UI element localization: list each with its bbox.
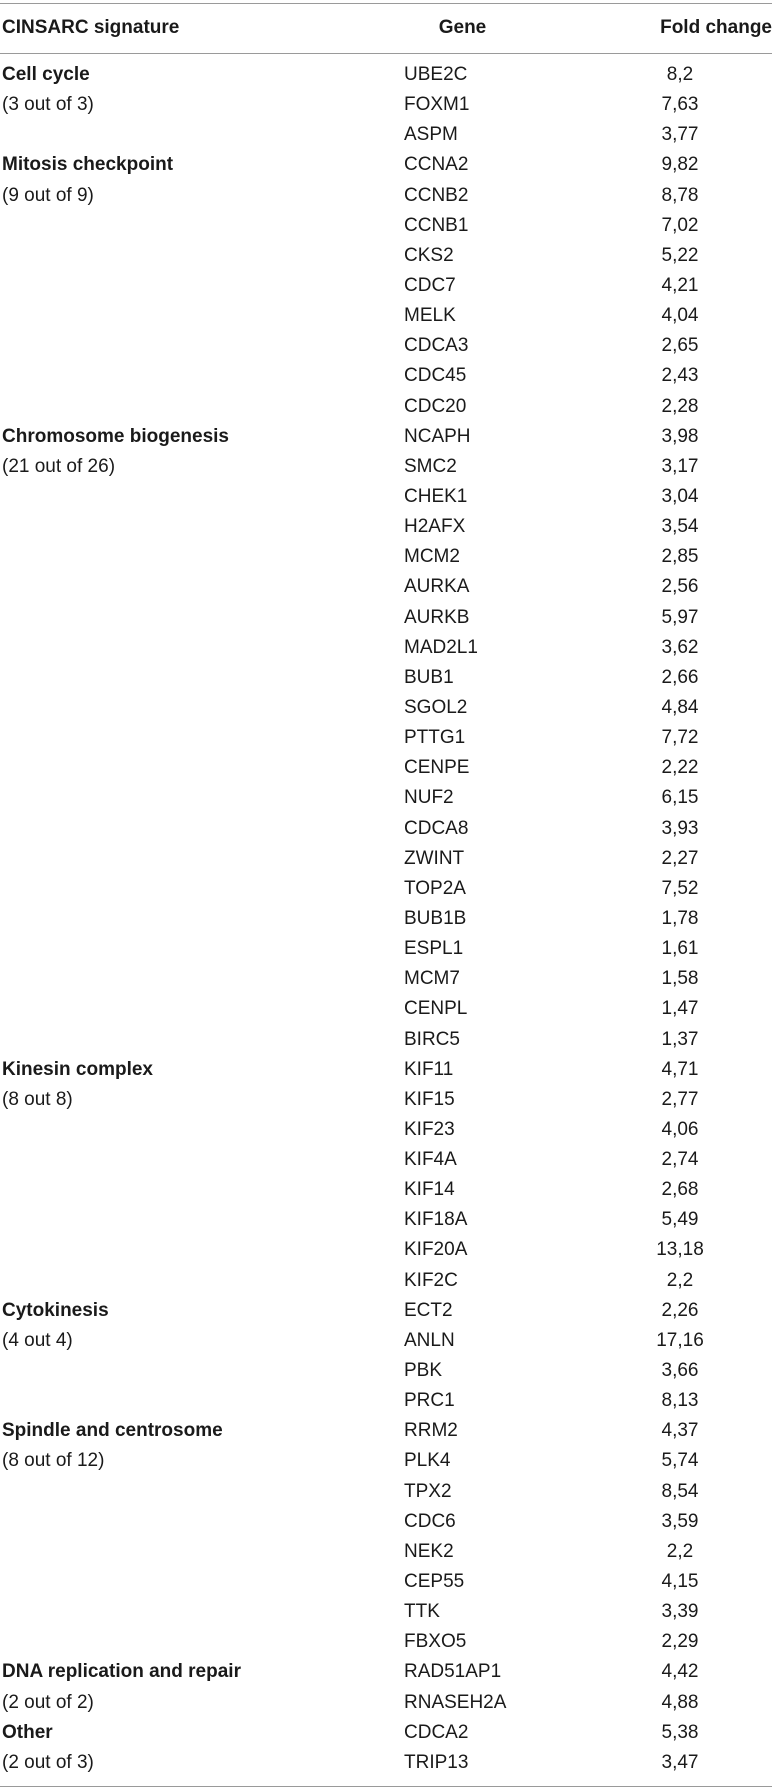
fold-change-cell: 2,2 <box>666 1269 694 1291</box>
fold-change-cell: 5,97 <box>661 606 699 628</box>
fold-change-cell: 13,18 <box>656 1239 704 1261</box>
gene-cell: RAD51AP1 <box>404 1661 502 1683</box>
fold-change-cell: 9,82 <box>661 154 699 176</box>
table-row <box>0 1416 772 1446</box>
gene-cell: TPX2 <box>404 1480 452 1502</box>
fold-change-cell: 3,66 <box>661 1360 699 1382</box>
gene-cell: ANLN <box>404 1329 455 1351</box>
table-row <box>0 331 772 361</box>
signature-group-count: (9 out of 9) <box>2 184 94 206</box>
header-fold-change: Fold change <box>660 17 772 38</box>
table-header <box>0 3 772 53</box>
gene-cell: KIF20A <box>404 1239 468 1261</box>
table-row <box>0 1025 772 1055</box>
table-row <box>0 1266 772 1296</box>
fold-change-cell: 3,04 <box>661 485 699 507</box>
signature-group-count: (8 out 8) <box>2 1088 73 1110</box>
gene-cell: KIF11 <box>404 1058 454 1080</box>
fold-change-cell: 2,74 <box>661 1149 699 1171</box>
fold-change-cell: 4,04 <box>661 305 699 327</box>
table-row <box>0 120 772 150</box>
fold-change-cell: 1,58 <box>661 968 699 990</box>
gene-cell: TRIP13 <box>404 1751 469 1773</box>
fold-change-cell: 2,85 <box>661 546 699 568</box>
gene-cell: UBE2C <box>404 64 468 85</box>
gene-cell: BIRC5 <box>404 1028 460 1050</box>
gene-cell: PBK <box>404 1360 443 1382</box>
fold-change-cell: 3,47 <box>661 1751 699 1773</box>
table-row <box>0 663 772 693</box>
gene-cell: BUB1B <box>404 907 467 929</box>
signature-group-count: (3 out of 3) <box>2 94 94 116</box>
gene-cell: ESPL1 <box>404 938 464 960</box>
gene-cell: CDC45 <box>404 365 467 387</box>
fold-change-cell: 1,61 <box>661 938 699 960</box>
fold-change-cell: 2,2 <box>666 1540 694 1562</box>
fold-change-cell: 4,88 <box>661 1691 699 1713</box>
table-row <box>0 512 772 542</box>
gene-cell: CDC20 <box>404 395 467 417</box>
fold-change-cell: 2,56 <box>661 576 699 598</box>
gene-cell: MCM2 <box>404 546 460 568</box>
table-row <box>0 301 772 331</box>
gene-cell: KIF14 <box>404 1179 455 1201</box>
gene-cell: SGOL2 <box>404 696 468 718</box>
table-row <box>0 934 772 964</box>
gene-cell: ASPM <box>404 124 458 146</box>
gene-cell: SMC2 <box>404 455 457 477</box>
gene-cell: CCNB2 <box>404 184 469 206</box>
header-rule <box>0 53 772 54</box>
table-row <box>0 1507 772 1537</box>
gene-cell: PTTG1 <box>404 727 466 749</box>
table-row <box>0 1235 772 1265</box>
fold-change-cell: 2,27 <box>661 847 699 869</box>
signature-group-count: (4 out 4) <box>2 1329 73 1351</box>
signature-group-name: Chromosome biogenesis <box>2 425 229 447</box>
gene-cell: AURKB <box>404 606 470 628</box>
gene-cell: MCM7 <box>404 968 460 990</box>
table-row <box>0 693 772 723</box>
gene-cell: CDC6 <box>404 1510 456 1532</box>
table-row <box>0 1446 772 1476</box>
table-row <box>0 1205 772 1235</box>
table-row <box>0 392 772 422</box>
gene-cell: RRM2 <box>404 1420 458 1442</box>
fold-change-cell: 5,49 <box>661 1209 699 1231</box>
fold-change-cell: 3,39 <box>661 1601 699 1623</box>
table-row <box>0 542 772 572</box>
fold-change-cell: 2,22 <box>661 757 699 779</box>
fold-change-cell: 4,84 <box>661 696 699 718</box>
signature-group-name: Spindle and centrosome <box>2 1420 223 1442</box>
fold-change-cell: 3,54 <box>661 516 699 538</box>
table-row <box>0 603 772 633</box>
gene-cell: PLK4 <box>404 1450 451 1472</box>
gene-cell: ZWINT <box>404 847 465 869</box>
gene-cell: ECT2 <box>404 1299 453 1321</box>
table-row <box>0 904 772 934</box>
table-row <box>0 723 772 753</box>
fold-change-cell: 7,52 <box>661 877 699 899</box>
fold-change-cell: 4,37 <box>661 1420 699 1442</box>
table-row <box>0 90 772 120</box>
gene-cell: TOP2A <box>404 877 466 899</box>
fold-change-cell: 1,37 <box>661 1028 699 1050</box>
gene-cell: CDCA3 <box>404 335 469 357</box>
table-row <box>0 874 772 904</box>
signature-group-count: (21 out of 26) <box>2 455 116 477</box>
table-row <box>0 1175 772 1205</box>
table-row <box>0 361 772 391</box>
signature-group-name: DNA replication and repair <box>2 1661 241 1683</box>
header-gene: Gene <box>438 17 487 38</box>
fold-change-cell: 5,38 <box>661 1721 699 1743</box>
table-row <box>0 422 772 452</box>
table-row <box>0 150 772 180</box>
fold-change-cell: 3,77 <box>661 124 699 146</box>
fold-change-cell: 2,66 <box>661 666 699 688</box>
table-row <box>0 271 772 301</box>
signature-group-count: (8 out of 12) <box>2 1450 105 1472</box>
header-signature: CINSARC signature <box>2 17 180 38</box>
fold-change-cell: 2,28 <box>661 395 699 417</box>
fold-change-cell: 3,93 <box>661 817 699 839</box>
gene-cell: MELK <box>404 305 456 327</box>
table-row <box>0 1718 772 1748</box>
table-row <box>0 1145 772 1175</box>
fold-change-cell: 4,21 <box>661 274 699 296</box>
fold-change-cell: 8,54 <box>661 1480 699 1502</box>
fold-change-cell: 7,72 <box>661 727 699 749</box>
table-row <box>0 1055 772 1085</box>
table-row <box>0 1386 772 1416</box>
fold-change-cell: 8,78 <box>661 184 699 206</box>
gene-cell: NEK2 <box>404 1540 454 1562</box>
gene-cell: CENPL <box>404 998 468 1020</box>
fold-change-cell: 7,02 <box>661 214 699 236</box>
table-row <box>0 1115 772 1145</box>
table-row <box>0 1748 772 1778</box>
fold-change-cell: 4,71 <box>661 1058 699 1080</box>
table-row <box>0 181 772 211</box>
table-row <box>0 753 772 783</box>
fold-change-cell: 2,29 <box>661 1631 699 1653</box>
table-row <box>0 1597 772 1627</box>
gene-cell: PRC1 <box>404 1390 455 1412</box>
gene-cell: NCAPH <box>404 425 471 447</box>
fold-change-cell: 2,68 <box>661 1179 699 1201</box>
gene-cell: CEP55 <box>404 1571 465 1593</box>
gene-cell: NUF2 <box>404 787 454 809</box>
fold-change-cell: 2,26 <box>661 1299 699 1321</box>
table-row <box>0 482 772 512</box>
signature-group-name: Cytokinesis <box>2 1299 109 1321</box>
signature-group-count: (2 out of 3) <box>2 1751 94 1773</box>
table-row <box>0 1296 772 1326</box>
table-row <box>0 1537 772 1567</box>
fold-change-cell: 5,22 <box>661 244 699 266</box>
fold-change-cell: 1,47 <box>661 998 699 1020</box>
table-row <box>0 844 772 874</box>
gene-cell: KIF23 <box>404 1118 455 1140</box>
gene-cell: CDC7 <box>404 274 456 296</box>
gene-cell: CKS2 <box>404 244 454 266</box>
fold-change-cell: 4,06 <box>661 1118 699 1140</box>
fold-change-cell: 8,2 <box>666 64 694 85</box>
fold-change-cell: 8,13 <box>661 1390 699 1412</box>
gene-cell: MAD2L1 <box>404 636 478 658</box>
signature-group-name: Other <box>2 1721 53 1743</box>
table-row <box>0 994 772 1024</box>
gene-cell: KIF2C <box>404 1269 458 1291</box>
gene-cell: FBXO5 <box>404 1631 467 1653</box>
table-row <box>0 1356 772 1386</box>
fold-change-cell: 2,65 <box>661 335 699 357</box>
signature-group-name: Cell cycle <box>2 64 90 85</box>
gene-cell: BUB1 <box>404 666 454 688</box>
table-row <box>0 572 772 602</box>
signature-group-name: Kinesin complex <box>2 1058 153 1080</box>
fold-change-cell: 4,42 <box>661 1661 699 1683</box>
gene-cell: CDCA2 <box>404 1721 469 1743</box>
table-row <box>0 1688 772 1718</box>
gene-cell: KIF4A <box>404 1149 457 1171</box>
table-row <box>0 1567 772 1597</box>
gene-cell: FOXM1 <box>404 94 470 116</box>
fold-change-cell: 3,62 <box>661 636 699 658</box>
fold-change-cell: 4,15 <box>661 1571 699 1593</box>
table-row <box>0 633 772 663</box>
table-row <box>0 60 772 90</box>
fold-change-cell: 1,78 <box>661 907 699 929</box>
fold-change-cell: 3,98 <box>661 425 699 447</box>
gene-cell: CENPE <box>404 757 470 779</box>
fold-change-cell: 2,77 <box>661 1088 699 1110</box>
fold-change-cell: 3,17 <box>661 455 699 477</box>
gene-cell: RNASEH2A <box>404 1691 507 1713</box>
gene-cell: TTK <box>404 1601 440 1623</box>
table-row <box>0 211 772 241</box>
table-row <box>0 1657 772 1687</box>
table-row <box>0 241 772 271</box>
table-row <box>0 1326 772 1356</box>
table-row <box>0 783 772 813</box>
table-row <box>0 1477 772 1507</box>
table-row <box>0 814 772 844</box>
gene-cell: CHEK1 <box>404 485 468 507</box>
fold-change-cell: 3,59 <box>661 1510 699 1532</box>
table-body <box>0 60 772 1778</box>
table-row <box>0 452 772 482</box>
gene-cell: H2AFX <box>404 516 466 538</box>
gene-cell: AURKA <box>404 576 470 598</box>
signature-group-name: Mitosis checkpoint <box>2 154 174 176</box>
gene-cell: CCNB1 <box>404 214 469 236</box>
fold-change-cell: 6,15 <box>661 787 699 809</box>
table-row <box>0 1085 772 1115</box>
fold-change-cell: 5,74 <box>661 1450 699 1472</box>
bottom-rule <box>0 1786 772 1787</box>
gene-cell: CDCA8 <box>404 817 469 839</box>
table-row <box>0 1627 772 1657</box>
fold-change-cell: 7,63 <box>661 94 699 116</box>
gene-cell: KIF15 <box>404 1088 455 1110</box>
signature-group-count: (2 out of 2) <box>2 1691 94 1713</box>
fold-change-cell: 2,43 <box>661 365 699 387</box>
fold-change-cell: 17,16 <box>656 1329 704 1351</box>
table-row <box>0 964 772 994</box>
gene-cell: KIF18A <box>404 1209 468 1231</box>
gene-cell: CCNA2 <box>404 154 469 176</box>
